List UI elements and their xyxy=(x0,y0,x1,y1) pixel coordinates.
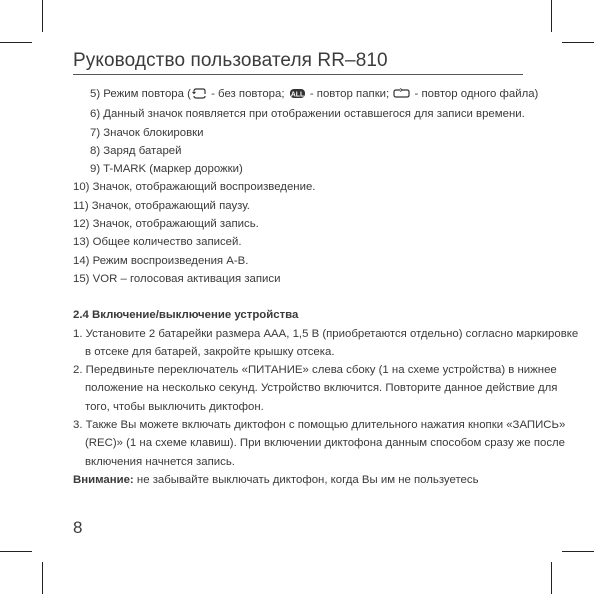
list-item-15: 15) VOR – голосовая активация записи xyxy=(73,272,281,285)
paragraph-1-line-1: 1. Установите 2 батарейки размера ААА, 1,5 В (приобретаются отдельно) согласно маркировке xyxy=(73,327,579,340)
list-item-14: 14) Режим воспроизведения А-В. xyxy=(73,254,249,267)
crop-mark-bottom-right-h xyxy=(562,551,594,552)
paragraph-2-line-3: того, чтобы выключить диктофон. xyxy=(85,400,264,413)
crop-mark-bottom-left xyxy=(42,562,43,594)
list-item-13: 13) Общее количество записей. xyxy=(73,236,242,249)
list-item-6: 6) Данный значок появляется при отображении оставшегося для записи времени. xyxy=(90,108,525,121)
paragraph-1 xyxy=(73,325,579,362)
paragraph-2-line-2: положение на несколько секунд. Устройство включится. Повторите данное действие для xyxy=(85,382,558,395)
warning-label: Внимание: xyxy=(73,473,134,486)
section-heading: 2.4 Включение/выключение устройства xyxy=(73,309,299,322)
page-content xyxy=(73,85,579,489)
crop-mark-top-right xyxy=(551,0,552,32)
spacer xyxy=(73,288,523,306)
paragraph-3-line-1: 3. Также Вы можете включать диктофон с помощью длительного нажатия кнопки «ЗАПИСЬ» xyxy=(73,419,566,432)
warning-note xyxy=(73,471,523,489)
repeat-all-icon xyxy=(289,87,306,105)
title-divider xyxy=(73,74,523,75)
list-item-7: 7) Значок блокировки xyxy=(90,126,204,139)
crop-mark-top-right-h xyxy=(562,42,594,43)
svg-text:ALL: ALL xyxy=(290,91,304,99)
crop-mark-bottom-right xyxy=(551,562,552,594)
list-item-5 xyxy=(73,85,539,105)
paragraph-1-line-2: в отсеке для батарей, закройте крышку отсека. xyxy=(85,345,335,358)
list-item-10: 10) Значок, отображающий воспроизведение. xyxy=(73,181,316,194)
list-item-12: 12) Значок, отображающий запись. xyxy=(73,218,259,231)
page-number: 8 xyxy=(73,518,83,537)
crop-mark-bottom-left-h xyxy=(0,551,32,552)
list-item-5-text-c: - повтор папки; xyxy=(306,88,390,100)
paragraph-2 xyxy=(73,361,558,416)
repeat-off-icon xyxy=(192,87,207,105)
list-item-5-text-d: - повтор одного файла) xyxy=(411,88,539,100)
paragraph-3 xyxy=(73,416,566,471)
list-item-11: 11) Значок, отображающий паузу. xyxy=(73,199,250,212)
paragraph-3-line-2: (REC)» (1 на схеме клавиш). При включении диктофона данным способом сразу же после xyxy=(85,437,566,450)
list-item-5-text-b: - без повтора; xyxy=(207,88,285,100)
list-item-9: 9) T-MARK (маркер дорожки) xyxy=(90,163,243,176)
list-item-8: 8) Заряд батарей xyxy=(90,144,182,157)
warning-text: не забывайте выключать диктофон, когда Вы им не пользуетесь xyxy=(133,473,479,486)
paragraph-3-line-3: включения начнется запись. xyxy=(85,455,235,468)
crop-mark-top-left xyxy=(42,0,43,32)
crop-mark-top-left-h xyxy=(0,42,32,43)
page-title: Руководство пользователя RR–810 xyxy=(73,50,388,71)
paragraph-2-line-1: 2. Передвиньте переключатель «ПИТАНИЕ» слева сбоку (1 на схеме устройства) в нижнее xyxy=(73,364,557,377)
list-item-5-text-a: 5) Режим повтора ( xyxy=(90,88,191,100)
repeat-one-icon xyxy=(393,87,410,105)
